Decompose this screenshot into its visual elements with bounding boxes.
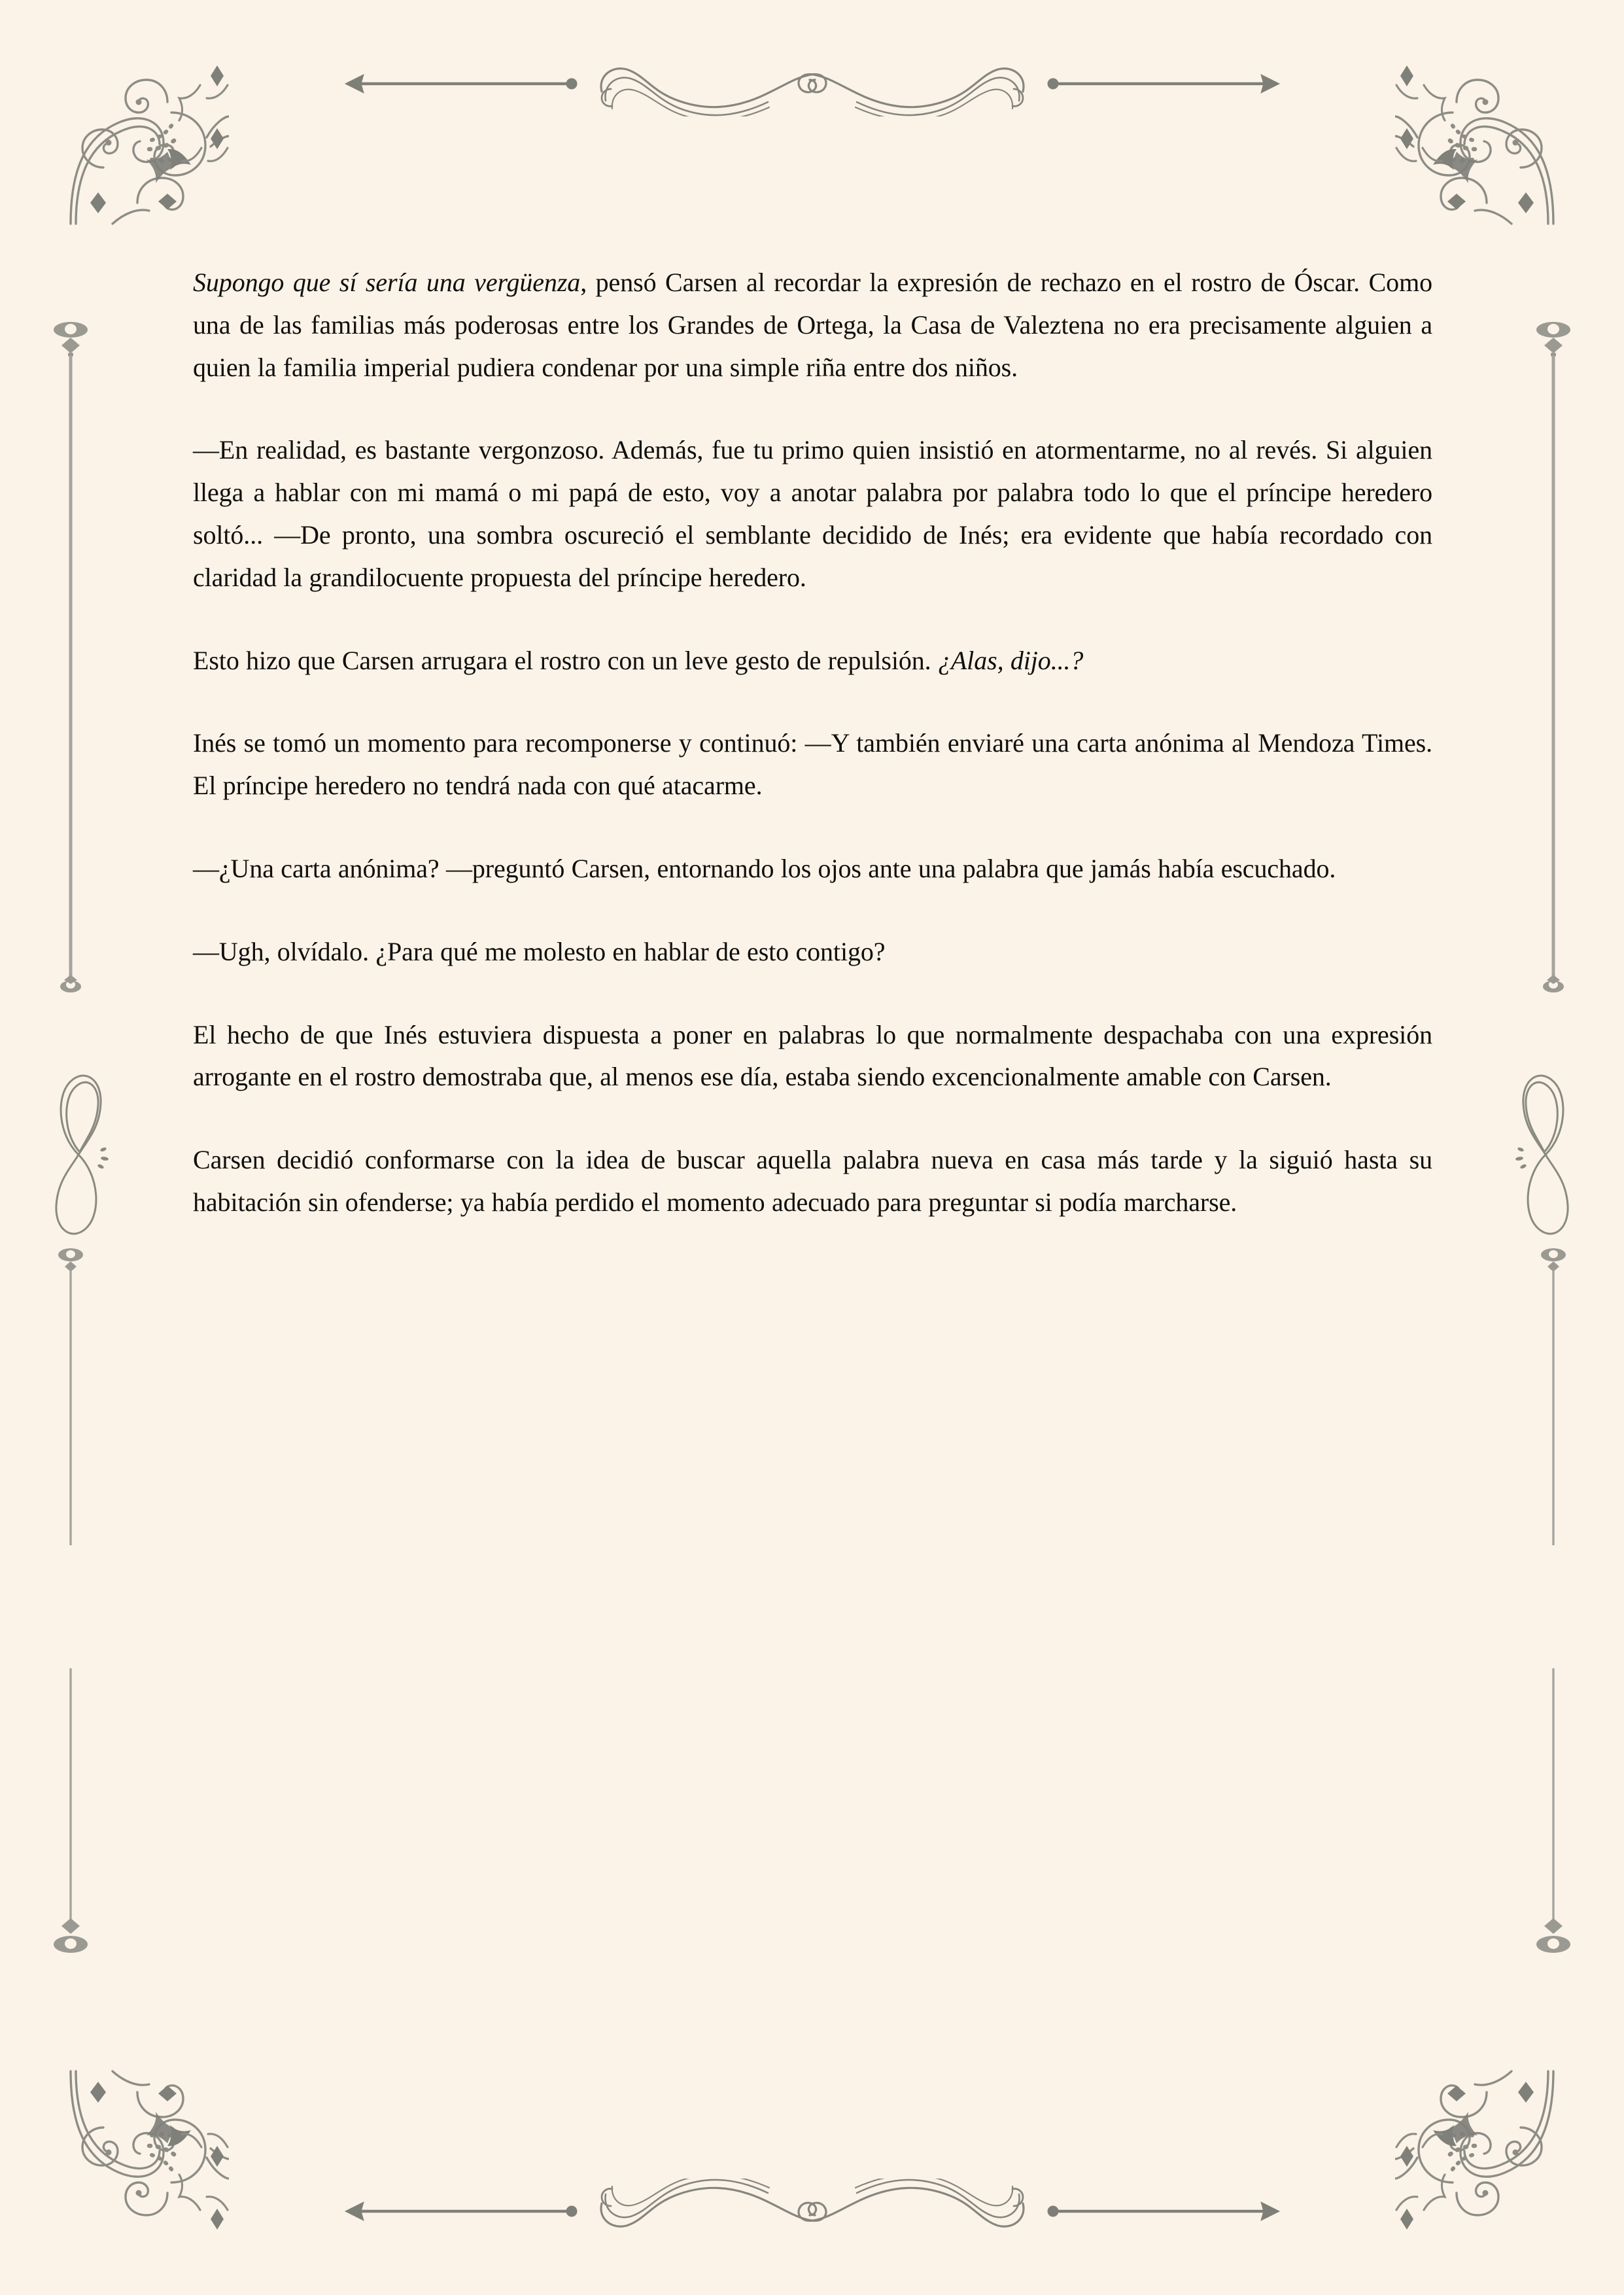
corner-ornament-bottom-right [1395, 2063, 1585, 2256]
paragraph-5-text: —¿Una carta anónima? —preguntó Carsen, entornando los ojos ante una palabra que jamás había escuchado. [193, 853, 1336, 883]
knot-ornament-left [46, 1057, 111, 1256]
side-rod-ornament-right-mid [1534, 1243, 1573, 1554]
paragraph-7 [193, 1014, 1432, 1099]
paragraph-4 [193, 722, 1432, 807]
paragraph-1-italic-lead: Supongo que sí sería una vergüenza [193, 268, 581, 297]
side-rod-ornament-left-mid [51, 1243, 90, 1554]
paragraph-6 [193, 931, 1432, 973]
divider-ornament-top [341, 51, 1283, 120]
corner-ornament-top-right [1395, 39, 1585, 232]
corner-ornament-top-left [39, 39, 229, 232]
paragraph-8-text: Carsen decidió conformarse con la idea de buscar aquella palabra nueva en casa más tarde y la siguió hasta su habitación sin ofenderse; ya había perdido el momento adecuado para preguntar si podía marcharse. [193, 1145, 1432, 1217]
paragraph-8 [193, 1139, 1432, 1224]
paragraph-3-italic-tail: ¿Alas, dijo...? [937, 645, 1084, 675]
paragraph-7-text: El hecho de que Inés estuviera dispuesta a poner en palabras lo que normalmente despachaba con una expresión arrogante en el rostro demostraba que, al menos ese día, estaba siendo excencionalmente amable con Carsen. [193, 1019, 1432, 1092]
side-rod-ornament-left-lower [51, 1662, 90, 1979]
body-text-column [193, 262, 1432, 1224]
paragraph-3-text: Esto hizo que Carsen arrugara el rostro con un leve gesto de repulsión. [193, 645, 938, 675]
side-rod-ornament-left-upper [51, 315, 90, 1012]
paragraph-2-text: —En realidad, es bastante vergonzoso. Además, fue tu primo quien insistió en atormentarme, no al revés. Si alguien llega a hablar con mi mamá o mi papá de esto, voy a anotar palabra por palabra todo lo que el príncipe heredero soltó... —De pronto, una sombra oscureció el semblante decidido de Inés; era evidente que había recordado con claridad la grandilocuente propuesta del príncipe heredero. [193, 435, 1432, 592]
paragraph-3 [193, 640, 1432, 682]
side-rod-ornament-right-upper [1534, 315, 1573, 1012]
paragraph-4-text: Inés se tomó un momento para recomponerse y continuó: —Y también enviaré una carta anónima al Mendoza Times. El príncipe heredero no tendrá nada con qué atacarme. [193, 728, 1432, 801]
paragraph-2 [193, 429, 1432, 599]
paragraph-1 [193, 262, 1432, 389]
paragraph-6-text: —Ugh, olvídalo. ¿Para qué me molesto en hablar de esto contigo? [193, 936, 886, 966]
side-rod-ornament-right-lower [1534, 1662, 1573, 1979]
knot-ornament-right [1513, 1057, 1578, 1256]
divider-ornament-bottom [341, 2175, 1283, 2244]
paragraph-1-text: , pensó Carsen al recordar la expresión de rechazo en el rostro de Óscar. Como una de las familias más poderosas entre los Grandes de Ortega, la Casa de Valeztena no era precisamente alguien a quien la familia imperial pudiera condenar por una simple riña entre dos niños. [193, 268, 1432, 382]
corner-ornament-bottom-left [39, 2063, 229, 2256]
paragraph-5 [193, 848, 1432, 890]
